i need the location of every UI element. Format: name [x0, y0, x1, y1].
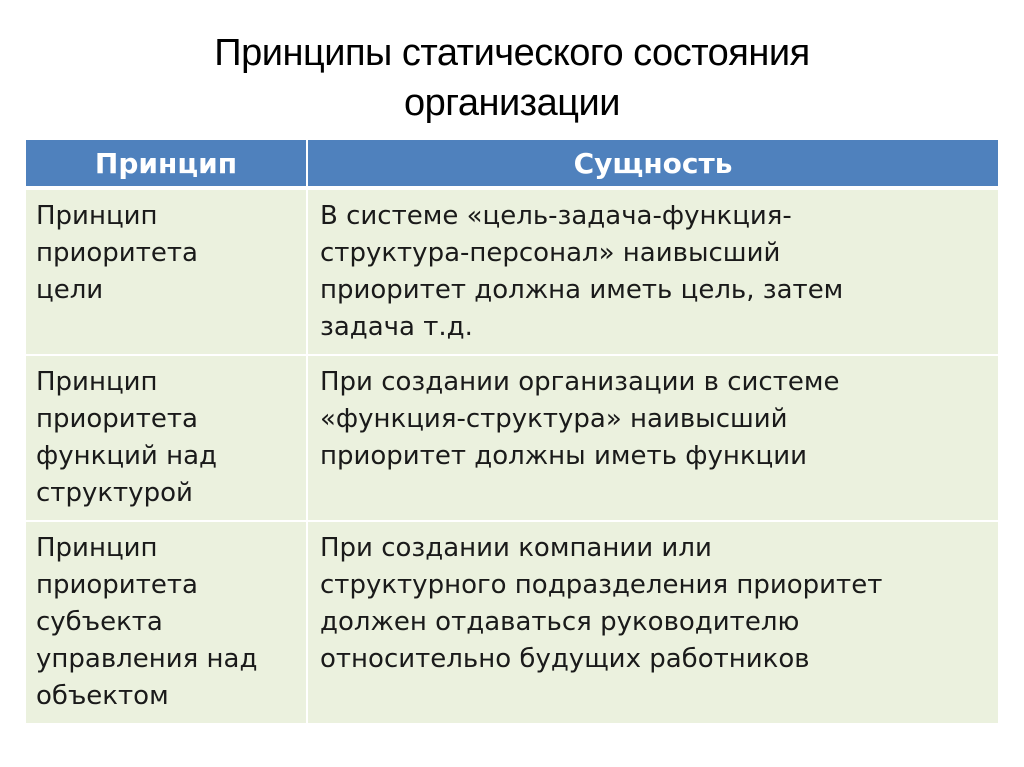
- table-row: [26, 521, 998, 724]
- slide-title: [0, 28, 1024, 128]
- essence-cell: При создании организации в системе «функция-структура» наивысший приоритет должны иметь функции: [307, 355, 998, 521]
- principle-cell: Принцип приоритета субъекта управления над объектом: [26, 521, 307, 724]
- slide-title-line-2: организации: [404, 82, 620, 124]
- principles-table: [26, 140, 998, 725]
- essence-cell: При создании компании или структурного подразделения приоритет должен отдаваться руководителю относительно будущих работников: [307, 521, 998, 724]
- column-header-essence: Сущность: [307, 140, 998, 188]
- essence-cell: В системе «цель-задача-функция- структура-персонал» наивысший приоритет должна иметь цель, затем задача т.д.: [307, 188, 998, 355]
- table-row: [26, 355, 998, 521]
- principle-cell: Принцип приоритета функций над структурой: [26, 355, 307, 521]
- slide-title-line-1: Принципы статического состояния: [214, 32, 810, 74]
- table-header-row: [26, 140, 998, 188]
- principle-cell: Принцип приоритета цели: [26, 188, 307, 355]
- column-header-principle: Принцип: [26, 140, 307, 188]
- table-row: [26, 188, 998, 355]
